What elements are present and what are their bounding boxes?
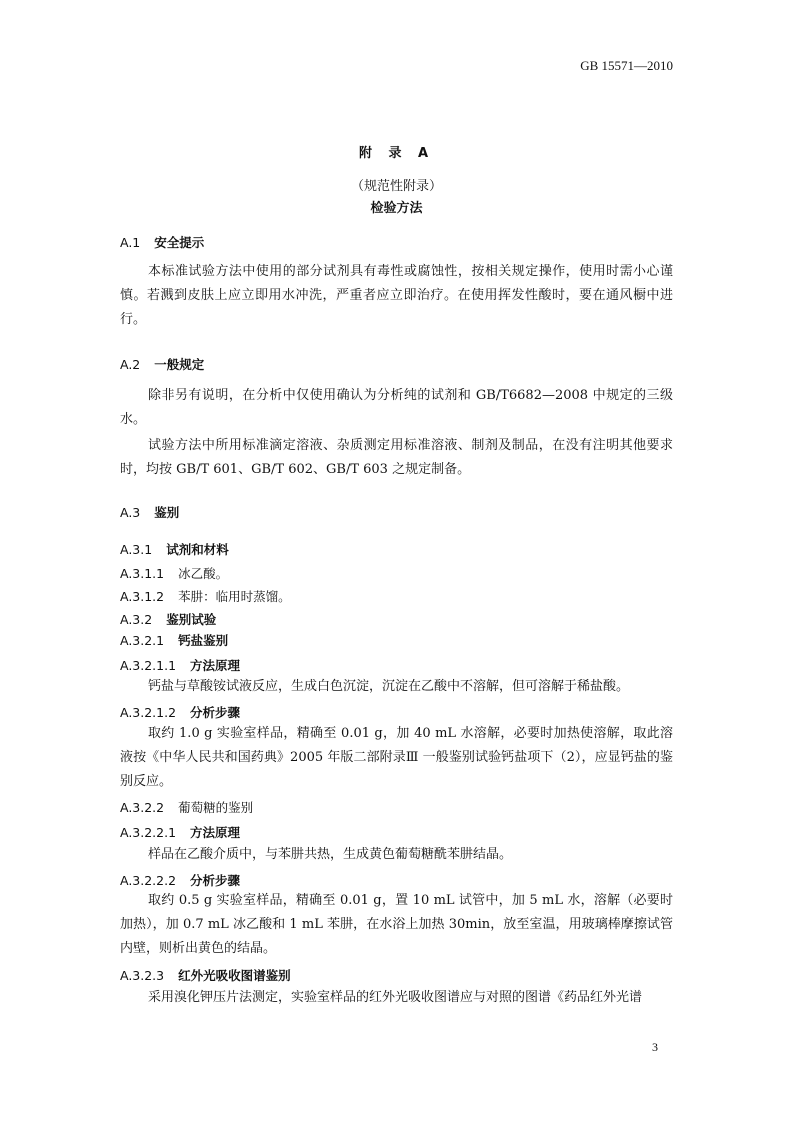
section-number: A.3.2.1 <box>120 633 165 648</box>
section-label: 安全提示 <box>154 235 205 250</box>
para-glucose-procedure: 取约 0.5 g 实验室样品，精确至 0.01 g，置 10 mL 试管中，加 5 mL 水，溶解（必要时加热），加 0.7 mL 冰乙酸和 1 mL 苯肼，在水浴上加热 30min，放至室温，用玻璃棒摩擦试管内壁，则析出黄色的结晶。 <box>120 893 673 956</box>
para-safety: 本标准试验方法中使用的部分试剂具有毒性或腐蚀性，按相关规定操作，使用时需小心谨慎。若溅到皮肤上应立即用水冲洗，严重者应立即治疗。在使用挥发性酸时，要在通风橱中进行。 <box>120 264 673 327</box>
section-label: 鉴别 <box>154 505 180 520</box>
section-number: A.3.2.2.2 <box>120 873 177 888</box>
section-label: 苯肼：临用时蒸馏。 <box>178 589 291 604</box>
heading-a2 <box>120 355 204 373</box>
heading-a32 <box>120 610 216 628</box>
section-number: A.3.2.3 <box>120 968 165 983</box>
heading-a1 <box>120 233 204 251</box>
para-calcium-principle: 钙盐与草酸铵试液反应，生成白色沉淀，沉淀在乙酸中不溶解，但可溶解于稀盐酸。 <box>148 679 630 694</box>
appendix-title: 附 录 A <box>358 146 435 161</box>
standard-code: GB 15571—2010 <box>580 58 673 73</box>
page-number: 3 <box>652 1040 658 1054</box>
section-number: A.1 <box>120 235 141 250</box>
heading-a322 <box>120 798 253 816</box>
section-number: A.3 <box>120 505 141 520</box>
para-general-2: 试验方法中所用标准滴定溶液、杂质测定用标准溶液、制剂及制品，在没有注明其他要求时，均按 GB/T 601、GB/T 602、GB/T 603 之规定制备。 <box>120 438 673 477</box>
heading-a3222 <box>120 871 240 889</box>
section-number: A.3.2.2.1 <box>120 825 177 840</box>
section-label: 方法原理 <box>190 658 241 673</box>
para-infrared: 采用溴化钾压片法测定，实验室样品的红外光吸收图谱应与对照的图谱《药品红外光谱 <box>148 990 643 1005</box>
appendix-type: （规范性附录） <box>350 179 442 194</box>
section-number: A.3.2.2 <box>120 800 165 815</box>
section-number: A.3.2.1.2 <box>120 705 177 720</box>
section-label: 试剂和材料 <box>166 542 229 557</box>
section-label: 红外光吸收图谱鉴别 <box>178 968 291 983</box>
section-label: 分析步骤 <box>190 873 241 888</box>
section-number: A.2 <box>120 357 141 372</box>
para-glucose-principle: 样品在乙酸介质中，与苯肼共热，生成黄色葡萄糖酰苯肼结晶。 <box>148 847 513 862</box>
section-label: 冰乙酸。 <box>178 566 229 581</box>
section-number: A.3.2.1.1 <box>120 658 177 673</box>
heading-a31 <box>120 540 229 558</box>
heading-a3221 <box>120 823 240 841</box>
section-label: 钙盐鉴别 <box>178 633 229 648</box>
heading-a323 <box>120 966 291 984</box>
section-label: 鉴别试验 <box>166 612 217 627</box>
section-label: 一般规定 <box>154 357 205 372</box>
heading-a3211 <box>120 656 240 674</box>
section-label: 葡萄糖的鉴别 <box>178 800 254 815</box>
para-calcium-procedure: 取约 1.0 g 实验室样品，精确至 0.01 g，加 40 mL 水溶解，必要时加热使溶解，取此溶液按《中华人民共和国药典》2005 年版二部附录Ⅲ 一般鉴别试验钙盐项下（2），应显钙盐的鉴别反应。 <box>120 726 673 789</box>
section-label: 分析步骤 <box>190 705 241 720</box>
section-number: A.3.1.1 <box>120 566 165 581</box>
section-number: A.3.1 <box>120 542 153 557</box>
appendix-subtitle: 检验方法 <box>370 201 423 216</box>
section-number: A.3.2 <box>120 612 153 627</box>
heading-a311 <box>120 564 228 582</box>
section-number: A.3.1.2 <box>120 589 165 604</box>
heading-a321 <box>120 631 228 649</box>
heading-a3 <box>120 503 179 521</box>
para-general-1: 除非另有说明，在分析中仅使用确认为分析纯的试剂和 GB/T6682—2008 中规定的三级水。 <box>120 388 673 427</box>
section-label: 方法原理 <box>190 825 241 840</box>
heading-a312 <box>120 587 291 605</box>
heading-a3212 <box>120 703 240 721</box>
